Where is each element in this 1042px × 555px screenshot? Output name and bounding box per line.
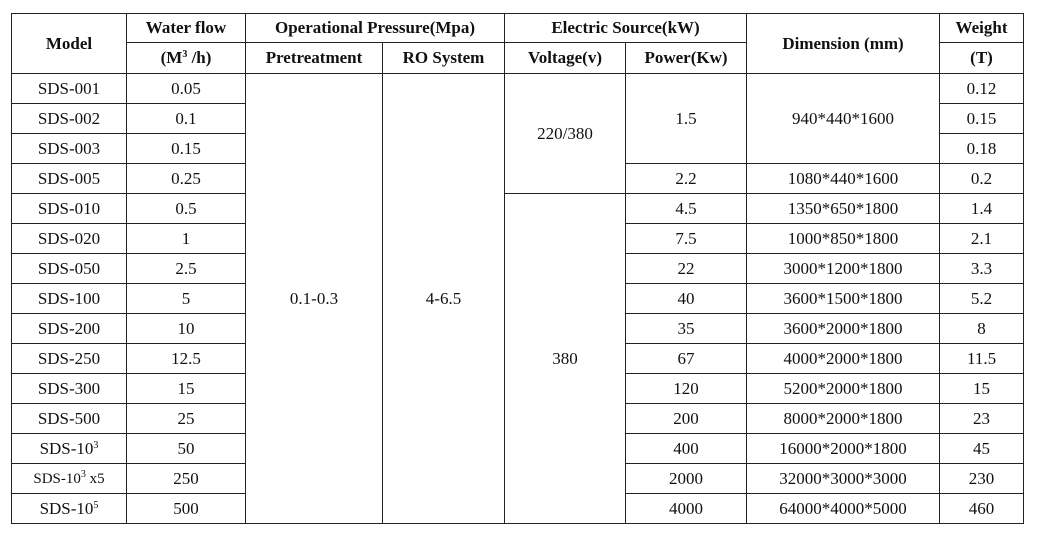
weight-cell: 230	[940, 464, 1024, 494]
dimension-cell: 8000*2000*1800	[747, 404, 940, 434]
model-base: SDS-10	[33, 470, 81, 487]
dimension-cell: 1350*650*1800	[747, 194, 940, 224]
water-flow-cell: 500	[127, 494, 246, 524]
power-cell: 4000	[626, 494, 747, 524]
water-flow-cell: 0.1	[127, 104, 246, 134]
model-cell	[12, 434, 127, 464]
header-water-flow-unit	[127, 43, 246, 74]
model-cell: SDS-250	[12, 344, 127, 374]
water-flow-unit-prefix: (M	[160, 48, 183, 67]
table-row	[12, 74, 1024, 104]
pretreatment-pressure-cell: 0.1-0.3	[246, 74, 383, 524]
dimension-cell: 16000*2000*1800	[747, 434, 940, 464]
water-flow-cell: 12.5	[127, 344, 246, 374]
dimension-cell: 3600*2000*1800	[747, 314, 940, 344]
ro-system-pressure-cell: 4-6.5	[383, 74, 505, 524]
water-flow-cell: 2.5	[127, 254, 246, 284]
power-cell: 400	[626, 434, 747, 464]
weight-cell: 45	[940, 434, 1024, 464]
voltage-cell-380: 380	[505, 194, 626, 524]
dimension-cell: 5200*2000*1800	[747, 374, 940, 404]
model-base: SDS-10	[39, 438, 94, 458]
model-cell: SDS-020	[12, 224, 127, 254]
model-cell: SDS-005	[12, 164, 127, 194]
weight-cell: 23	[940, 404, 1024, 434]
power-cell: 35	[626, 314, 747, 344]
model-exponent: 3	[80, 468, 86, 480]
header-dimension: Dimension (mm)	[747, 14, 940, 74]
power-cell: 7.5	[626, 224, 747, 254]
specification-table	[11, 13, 1024, 524]
power-cell: 120	[626, 374, 747, 404]
water-flow-cell: 0.25	[127, 164, 246, 194]
weight-cell: 1.4	[940, 194, 1024, 224]
weight-cell: 2.1	[940, 224, 1024, 254]
power-cell-merged: 1.5	[626, 74, 747, 164]
model-cell: SDS-200	[12, 314, 127, 344]
header-weight: Weight	[940, 14, 1024, 43]
model-exponent: 5	[93, 499, 99, 511]
model-exponent: 3	[93, 439, 99, 451]
model-cell: SDS-500	[12, 404, 127, 434]
header-row-1	[12, 14, 1024, 43]
weight-cell: 460	[940, 494, 1024, 524]
model-cell: SDS-003	[12, 134, 127, 164]
power-cell: 22	[626, 254, 747, 284]
dimension-cell: 1080*440*1600	[747, 164, 940, 194]
dimension-cell: 1000*850*1800	[747, 224, 940, 254]
water-flow-cell: 5	[127, 284, 246, 314]
header-water-flow: Water flow	[127, 14, 246, 43]
weight-cell: 3.3	[940, 254, 1024, 284]
power-cell: 4.5	[626, 194, 747, 224]
weight-cell: 8	[940, 314, 1024, 344]
header-ro-system: RO System	[383, 43, 505, 74]
water-flow-cell: 1	[127, 224, 246, 254]
water-flow-cell: 10	[127, 314, 246, 344]
dimension-cell: 4000*2000*1800	[747, 344, 940, 374]
model-suffix: x5	[85, 470, 105, 487]
table-row	[12, 194, 1024, 224]
weight-cell: 11.5	[940, 344, 1024, 374]
header-power: Power(Kw)	[626, 43, 747, 74]
header-model: Model	[12, 14, 127, 74]
model-cell: SDS-300	[12, 374, 127, 404]
model-cell: SDS-050	[12, 254, 127, 284]
dimension-cell: 3000*1200*1800	[747, 254, 940, 284]
weight-cell: 0.12	[940, 74, 1024, 104]
model-cell: SDS-002	[12, 104, 127, 134]
model-cell	[12, 494, 127, 524]
dimension-cell: 32000*3000*3000	[747, 464, 940, 494]
water-flow-cell: 15	[127, 374, 246, 404]
voltage-cell-220-380: 220/380	[505, 74, 626, 194]
header-operational-pressure: Operational Pressure(Mpa)	[246, 14, 505, 43]
weight-cell: 0.18	[940, 134, 1024, 164]
model-cell: SDS-010	[12, 194, 127, 224]
water-flow-cell: 25	[127, 404, 246, 434]
water-flow-cell: 0.05	[127, 74, 246, 104]
header-voltage: Voltage(v)	[505, 43, 626, 74]
power-cell: 40	[626, 284, 747, 314]
power-cell: 2.2	[626, 164, 747, 194]
power-cell: 2000	[626, 464, 747, 494]
water-flow-cell: 0.5	[127, 194, 246, 224]
water-flow-unit-exponent: 3	[182, 49, 188, 60]
water-flow-cell: 50	[127, 434, 246, 464]
power-cell: 67	[626, 344, 747, 374]
model-cell: SDS-100	[12, 284, 127, 314]
dimension-cell-merged: 940*440*1600	[747, 74, 940, 164]
header-pretreatment: Pretreatment	[246, 43, 383, 74]
weight-cell: 5.2	[940, 284, 1024, 314]
model-cell	[12, 464, 127, 494]
dimension-cell: 64000*4000*5000	[747, 494, 940, 524]
water-flow-unit-suffix: /h)	[187, 48, 212, 67]
header-electric-source: Electric Source(kW)	[505, 14, 747, 43]
model-cell: SDS-001	[12, 74, 127, 104]
dimension-cell: 3600*1500*1800	[747, 284, 940, 314]
water-flow-cell: 250	[127, 464, 246, 494]
weight-cell: 0.15	[940, 104, 1024, 134]
model-base: SDS-10	[39, 498, 94, 518]
weight-cell: 0.2	[940, 164, 1024, 194]
water-flow-cell: 0.15	[127, 134, 246, 164]
power-cell: 200	[626, 404, 747, 434]
weight-cell: 15	[940, 374, 1024, 404]
header-weight-unit: (T)	[940, 43, 1024, 74]
